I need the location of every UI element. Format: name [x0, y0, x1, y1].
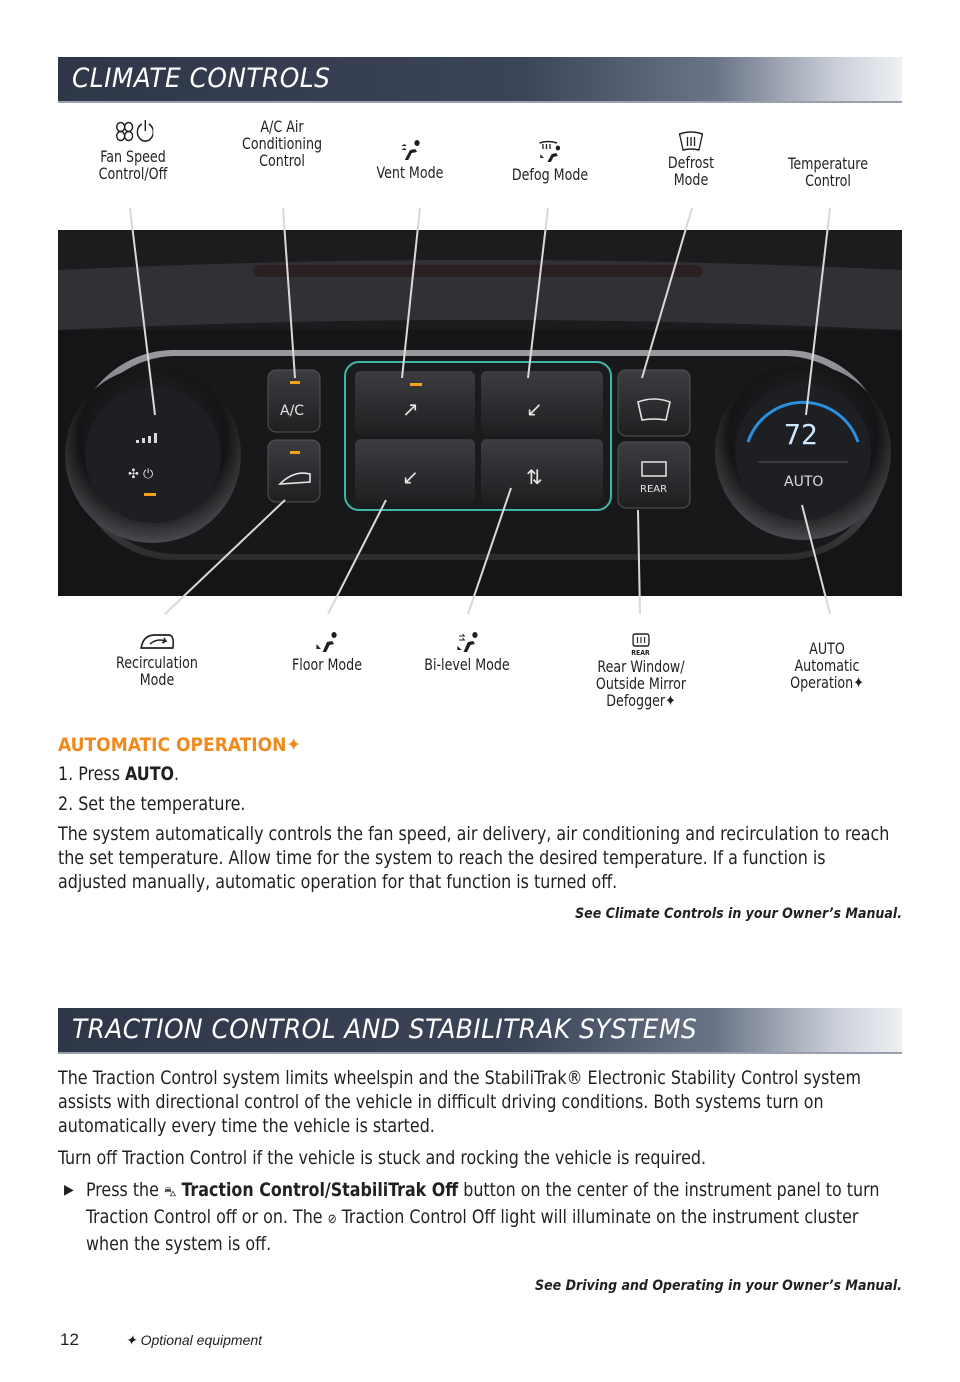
traction-manual-reference: See Driving and Operating in your Owner’s Manual.: [535, 1278, 902, 1294]
svg-text:✣ ⏻: ✣ ⏻: [128, 467, 154, 482]
defog-mode-label: Defog Mode: [502, 140, 597, 183]
bi-level-icon: [454, 632, 480, 654]
floor-mode-icon: [315, 632, 340, 654]
rear-defog-icon: [629, 632, 654, 656]
climate-title: CLIMATE CONTROLS: [72, 63, 331, 94]
bi-level-mode-label: Bi-level Mode: [417, 632, 517, 673]
rear-defogger-label: REAR Rear Window/ Outside Mirror Defogger✦: [585, 632, 698, 709]
traction-bullet: ▶ Press the ⛍ Traction Control/StabiliTrak Off button on the center of the instrument panel to turn Traction Control off or on. The ⊘ Traction Control Off light will illuminate on the instrument cluster when the system is off.: [64, 1179, 880, 1255]
defrost-icon: [678, 130, 704, 152]
svg-text:REAR: REAR: [640, 484, 668, 495]
fan-power-icon: [113, 118, 153, 146]
defrost-mode-label: Defrost Mode: [651, 130, 732, 188]
optional-equipment-note: ✦ Optional equipment: [125, 1332, 263, 1348]
svg-text:↗: ↗: [402, 397, 419, 421]
vent-mode-icon: [398, 140, 423, 162]
svg-text:REAR: REAR: [631, 648, 650, 656]
svg-text:↙: ↙: [402, 465, 419, 489]
svg-text:72: 72: [784, 418, 818, 451]
auto-operation-label: AUTO Automatic Operation✦: [790, 639, 864, 692]
traction-paragraph-1: The Traction Control system limits wheelspin and the StabiliTrak® Electronic Stability Control system assists with directional control of the vehicle in difficult driving conditions. Both systems turn on automatically every time the vehicle is started.: [58, 1067, 861, 1137]
climate-banner: [58, 57, 902, 103]
defog-mode-icon: [537, 140, 563, 164]
svg-text:↙: ↙: [526, 397, 543, 421]
climate-panel-photo: [58, 230, 902, 596]
automatic-operation-section: [58, 734, 902, 922]
svg-text:AUTO: AUTO: [784, 474, 824, 490]
automatic-operation-heading: AUTOMATIC OPERATION✦: [58, 734, 301, 756]
ac-label: A/C Air Conditioning Control: [241, 117, 323, 170]
temperature-control-label: Temperature Control: [788, 154, 868, 190]
climate-manual-reference: See Climate Controls in your Owner’s Manual.: [575, 906, 902, 922]
vent-mode-label: Vent Mode: [368, 140, 452, 181]
recirculation-label: Recirculation Mode: [105, 632, 209, 688]
traction-paragraph-2: Turn off Traction Control if the vehicle is stuck and rocking the vehicle is required.: [58, 1147, 707, 1169]
step-2: 2. Set the temperature.: [58, 793, 246, 815]
svg-text:A/C: A/C: [280, 403, 305, 419]
traction-off-light-icon: ⊘: [327, 1212, 337, 1227]
step-1: 1. Press AUTO.: [58, 763, 180, 785]
traction-banner: [58, 1008, 902, 1054]
svg-text:⇅: ⇅: [526, 465, 543, 489]
page-number: 12: [60, 1330, 79, 1349]
traction-off-icon: ⛍: [163, 1185, 177, 1200]
climate-body: The system automatically controls the fan speed, air delivery, air conditioning and recirculation to reach the set temperature. Allow time for the system to reach the desired temperature. If a function is adjusted manually, automatic operation for that function is turned off.: [58, 823, 890, 893]
fan-speed-label: Fan Speed Control/Off: [85, 118, 182, 182]
bullet-arrow-icon: ▶: [64, 1182, 74, 1198]
floor-mode-label: Floor Mode: [281, 632, 373, 673]
traction-title: TRACTION CONTROL AND STABILITRAK SYSTEMS: [72, 1014, 698, 1045]
traction-section: [58, 1066, 902, 1294]
recirculation-icon: [138, 632, 177, 652]
